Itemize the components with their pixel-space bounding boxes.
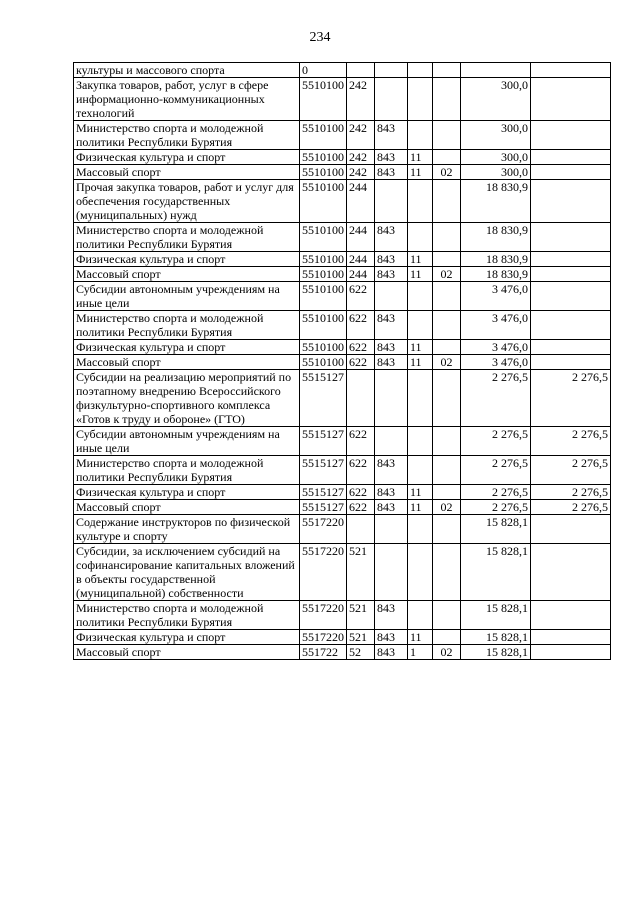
cell-target-code: 5517220 [300,630,347,645]
cell-subsection [433,456,461,485]
cell-name: Массовый спорт [74,645,300,660]
cell-subsection [433,340,461,355]
cell-expense-type [347,515,375,544]
cell-federal-amount [531,252,611,267]
cell-target-code: 5515127 [300,500,347,515]
cell-name: культуры и массового спорта [74,63,300,78]
cell-amount: 2 276,5 [461,427,531,456]
table-row [74,630,611,645]
cell-expense-type: 622 [347,427,375,456]
cell-ministry-code: 843 [375,150,408,165]
cell-expense-type: 242 [347,165,375,180]
cell-ministry-code [375,282,408,311]
cell-target-code: 5510100 [300,78,347,121]
cell-section [408,180,433,223]
cell-ministry-code [375,180,408,223]
cell-expense-type: 242 [347,150,375,165]
cell-subsection [433,150,461,165]
cell-federal-amount: 2 276,5 [531,370,611,427]
cell-ministry-code: 843 [375,223,408,252]
cell-amount: 3 476,0 [461,355,531,370]
cell-ministry-code: 843 [375,601,408,630]
cell-federal-amount [531,165,611,180]
table-body [74,63,611,660]
cell-target-code: 5510100 [300,252,347,267]
cell-section [408,544,433,601]
cell-section [408,63,433,78]
cell-federal-amount [531,630,611,645]
cell-expense-type: 622 [347,456,375,485]
cell-name: Прочая закупка товаров, работ и услуг для обеспечения государственных (муниципальных) нужд [74,180,300,223]
cell-section [408,456,433,485]
cell-amount: 300,0 [461,165,531,180]
cell-expense-type: 622 [347,282,375,311]
cell-federal-amount [531,223,611,252]
cell-target-code: 5515127 [300,485,347,500]
cell-amount: 3 476,0 [461,311,531,340]
cell-expense-type: 622 [347,355,375,370]
cell-target-code: 5517220 [300,515,347,544]
cell-ministry-code [375,78,408,121]
cell-subsection: 02 [433,355,461,370]
cell-subsection [433,180,461,223]
cell-amount: 15 828,1 [461,544,531,601]
cell-section: 11 [408,630,433,645]
cell-expense-type: 622 [347,485,375,500]
budget-table [73,62,611,660]
cell-amount: 2 276,5 [461,370,531,427]
cell-section: 11 [408,165,433,180]
cell-expense-type: 521 [347,544,375,601]
cell-ministry-code: 843 [375,355,408,370]
cell-expense-type: 622 [347,340,375,355]
cell-section: 1 [408,645,433,660]
cell-name: Закупка товаров, работ, услуг в сфере информационно-коммуникационных технологий [74,78,300,121]
cell-expense-type: 521 [347,601,375,630]
cell-subsection [433,78,461,121]
cell-expense-type [347,63,375,78]
cell-ministry-code: 843 [375,267,408,282]
cell-federal-amount [531,180,611,223]
cell-ministry-code: 843 [375,456,408,485]
table-row [74,456,611,485]
cell-target-code: 0 [300,63,347,78]
cell-federal-amount [531,78,611,121]
cell-target-code: 5517220 [300,544,347,601]
table-row [74,223,611,252]
cell-name: Субсидии автономным учреждениям на иные цели [74,427,300,456]
cell-federal-amount [531,601,611,630]
cell-subsection [433,544,461,601]
cell-amount: 18 830,9 [461,252,531,267]
table-row [74,544,611,601]
cell-expense-type [347,370,375,427]
cell-target-code: 5515127 [300,456,347,485]
cell-subsection [433,311,461,340]
cell-expense-type: 244 [347,267,375,282]
cell-section [408,601,433,630]
cell-subsection: 02 [433,267,461,282]
cell-name: Массовый спорт [74,355,300,370]
cell-ministry-code [375,427,408,456]
cell-federal-amount [531,267,611,282]
cell-name: Физическая культура и спорт [74,340,300,355]
table-row [74,180,611,223]
cell-amount: 15 828,1 [461,515,531,544]
cell-subsection [433,121,461,150]
table-row [74,500,611,515]
cell-federal-amount: 2 276,5 [531,427,611,456]
cell-federal-amount [531,645,611,660]
cell-subsection [433,515,461,544]
cell-expense-type: 521 [347,630,375,645]
cell-amount: 15 828,1 [461,645,531,660]
cell-amount: 18 830,9 [461,267,531,282]
cell-target-code: 5510100 [300,223,347,252]
cell-target-code: 5510100 [300,121,347,150]
table-row [74,121,611,150]
cell-federal-amount [531,340,611,355]
cell-subsection [433,223,461,252]
table-row [74,645,611,660]
cell-subsection [433,282,461,311]
cell-subsection [433,630,461,645]
cell-target-code: 5510100 [300,180,347,223]
page-number: 234 [309,30,331,45]
cell-ministry-code: 843 [375,311,408,340]
table-row [74,165,611,180]
cell-section [408,370,433,427]
cell-section [408,311,433,340]
cell-target-code: 5510100 [300,165,347,180]
cell-section [408,223,433,252]
table-row [74,78,611,121]
cell-name: Субсидии на реализацию мероприятий по поэтапному внедрению Всероссийского физкультурно-спортивного комплекса «Готов к труду и обороне» (ГТО) [74,370,300,427]
cell-target-code: 5517220 [300,601,347,630]
table-row [74,282,611,311]
cell-ministry-code [375,63,408,78]
cell-name: Министерство спорта и молодежной политики Республики Бурятия [74,121,300,150]
cell-name: Субсидии автономным учреждениям на иные цели [74,282,300,311]
cell-target-code: 5515127 [300,370,347,427]
cell-expense-type: 52 [347,645,375,660]
cell-section: 11 [408,267,433,282]
cell-expense-type: 244 [347,252,375,267]
cell-name: Физическая культура и спорт [74,150,300,165]
cell-expense-type: 244 [347,180,375,223]
cell-expense-type: 622 [347,311,375,340]
table-row [74,485,611,500]
cell-subsection: 02 [433,645,461,660]
cell-subsection: 02 [433,500,461,515]
table-row [74,63,611,78]
cell-target-code: 551722 [300,645,347,660]
cell-subsection [433,601,461,630]
cell-name: Министерство спорта и молодежной политики Республики Бурятия [74,456,300,485]
cell-amount: 18 830,9 [461,180,531,223]
cell-subsection [433,63,461,78]
cell-target-code: 5510100 [300,355,347,370]
cell-section [408,282,433,311]
cell-target-code: 5510100 [300,311,347,340]
cell-amount: 300,0 [461,150,531,165]
cell-name: Министерство спорта и молодежной политики Республики Бурятия [74,223,300,252]
cell-target-code: 5510100 [300,267,347,282]
cell-name: Физическая культура и спорт [74,252,300,267]
cell-ministry-code: 843 [375,121,408,150]
cell-federal-amount [531,544,611,601]
cell-name: Массовый спорт [74,165,300,180]
cell-amount: 300,0 [461,121,531,150]
cell-ministry-code [375,515,408,544]
cell-amount: 2 276,5 [461,500,531,515]
cell-federal-amount: 2 276,5 [531,456,611,485]
cell-subsection: 02 [433,165,461,180]
cell-name: Министерство спорта и молодежной политики Республики Бурятия [74,601,300,630]
table-row [74,515,611,544]
cell-amount: 15 828,1 [461,601,531,630]
cell-section [408,515,433,544]
cell-target-code: 5510100 [300,282,347,311]
table-row [74,355,611,370]
cell-section: 11 [408,500,433,515]
cell-federal-amount [531,63,611,78]
cell-name: Субсидии, за исключением субсидий на софинансирование капитальных вложений в объекты государственной (муниципальной) собственности [74,544,300,601]
cell-section: 11 [408,355,433,370]
cell-name: Массовый спорт [74,500,300,515]
table-row [74,370,611,427]
cell-ministry-code: 843 [375,645,408,660]
cell-subsection [433,252,461,267]
cell-federal-amount [531,355,611,370]
cell-federal-amount [531,311,611,340]
cell-ministry-code: 843 [375,500,408,515]
cell-ministry-code: 843 [375,165,408,180]
cell-name: Физическая культура и спорт [74,485,300,500]
table-row [74,252,611,267]
table-row [74,340,611,355]
cell-ministry-code: 843 [375,485,408,500]
cell-name: Массовый спорт [74,267,300,282]
cell-federal-amount [531,121,611,150]
cell-amount: 2 276,5 [461,485,531,500]
cell-target-code: 5515127 [300,427,347,456]
cell-name: Физическая культура и спорт [74,630,300,645]
cell-name: Содержание инструкторов по физической культуре и спорту [74,515,300,544]
cell-amount: 3 476,0 [461,282,531,311]
cell-target-code: 5510100 [300,340,347,355]
cell-subsection [433,485,461,500]
cell-ministry-code: 843 [375,630,408,645]
cell-subsection [433,370,461,427]
table-row [74,311,611,340]
cell-expense-type: 242 [347,121,375,150]
cell-amount: 2 276,5 [461,456,531,485]
cell-expense-type: 242 [347,78,375,121]
table-row [74,150,611,165]
cell-ministry-code: 843 [375,340,408,355]
cell-federal-amount [531,150,611,165]
cell-section: 11 [408,150,433,165]
cell-ministry-code [375,544,408,601]
table-row [74,267,611,282]
cell-expense-type: 622 [347,500,375,515]
cell-amount: 300,0 [461,78,531,121]
cell-section: 11 [408,340,433,355]
cell-section: 11 [408,485,433,500]
cell-section: 11 [408,252,433,267]
cell-federal-amount [531,515,611,544]
cell-section [408,121,433,150]
table-row [74,427,611,456]
cell-expense-type: 244 [347,223,375,252]
table-row [74,601,611,630]
cell-federal-amount: 2 276,5 [531,500,611,515]
cell-amount: 15 828,1 [461,630,531,645]
cell-federal-amount: 2 276,5 [531,485,611,500]
cell-subsection [433,427,461,456]
cell-name: Министерство спорта и молодежной политики Республики Бурятия [74,311,300,340]
cell-section [408,78,433,121]
cell-amount: 3 476,0 [461,340,531,355]
cell-ministry-code [375,370,408,427]
cell-ministry-code: 843 [375,252,408,267]
cell-target-code: 5510100 [300,150,347,165]
cell-amount [461,63,531,78]
cell-amount: 18 830,9 [461,223,531,252]
cell-section [408,427,433,456]
cell-federal-amount [531,282,611,311]
